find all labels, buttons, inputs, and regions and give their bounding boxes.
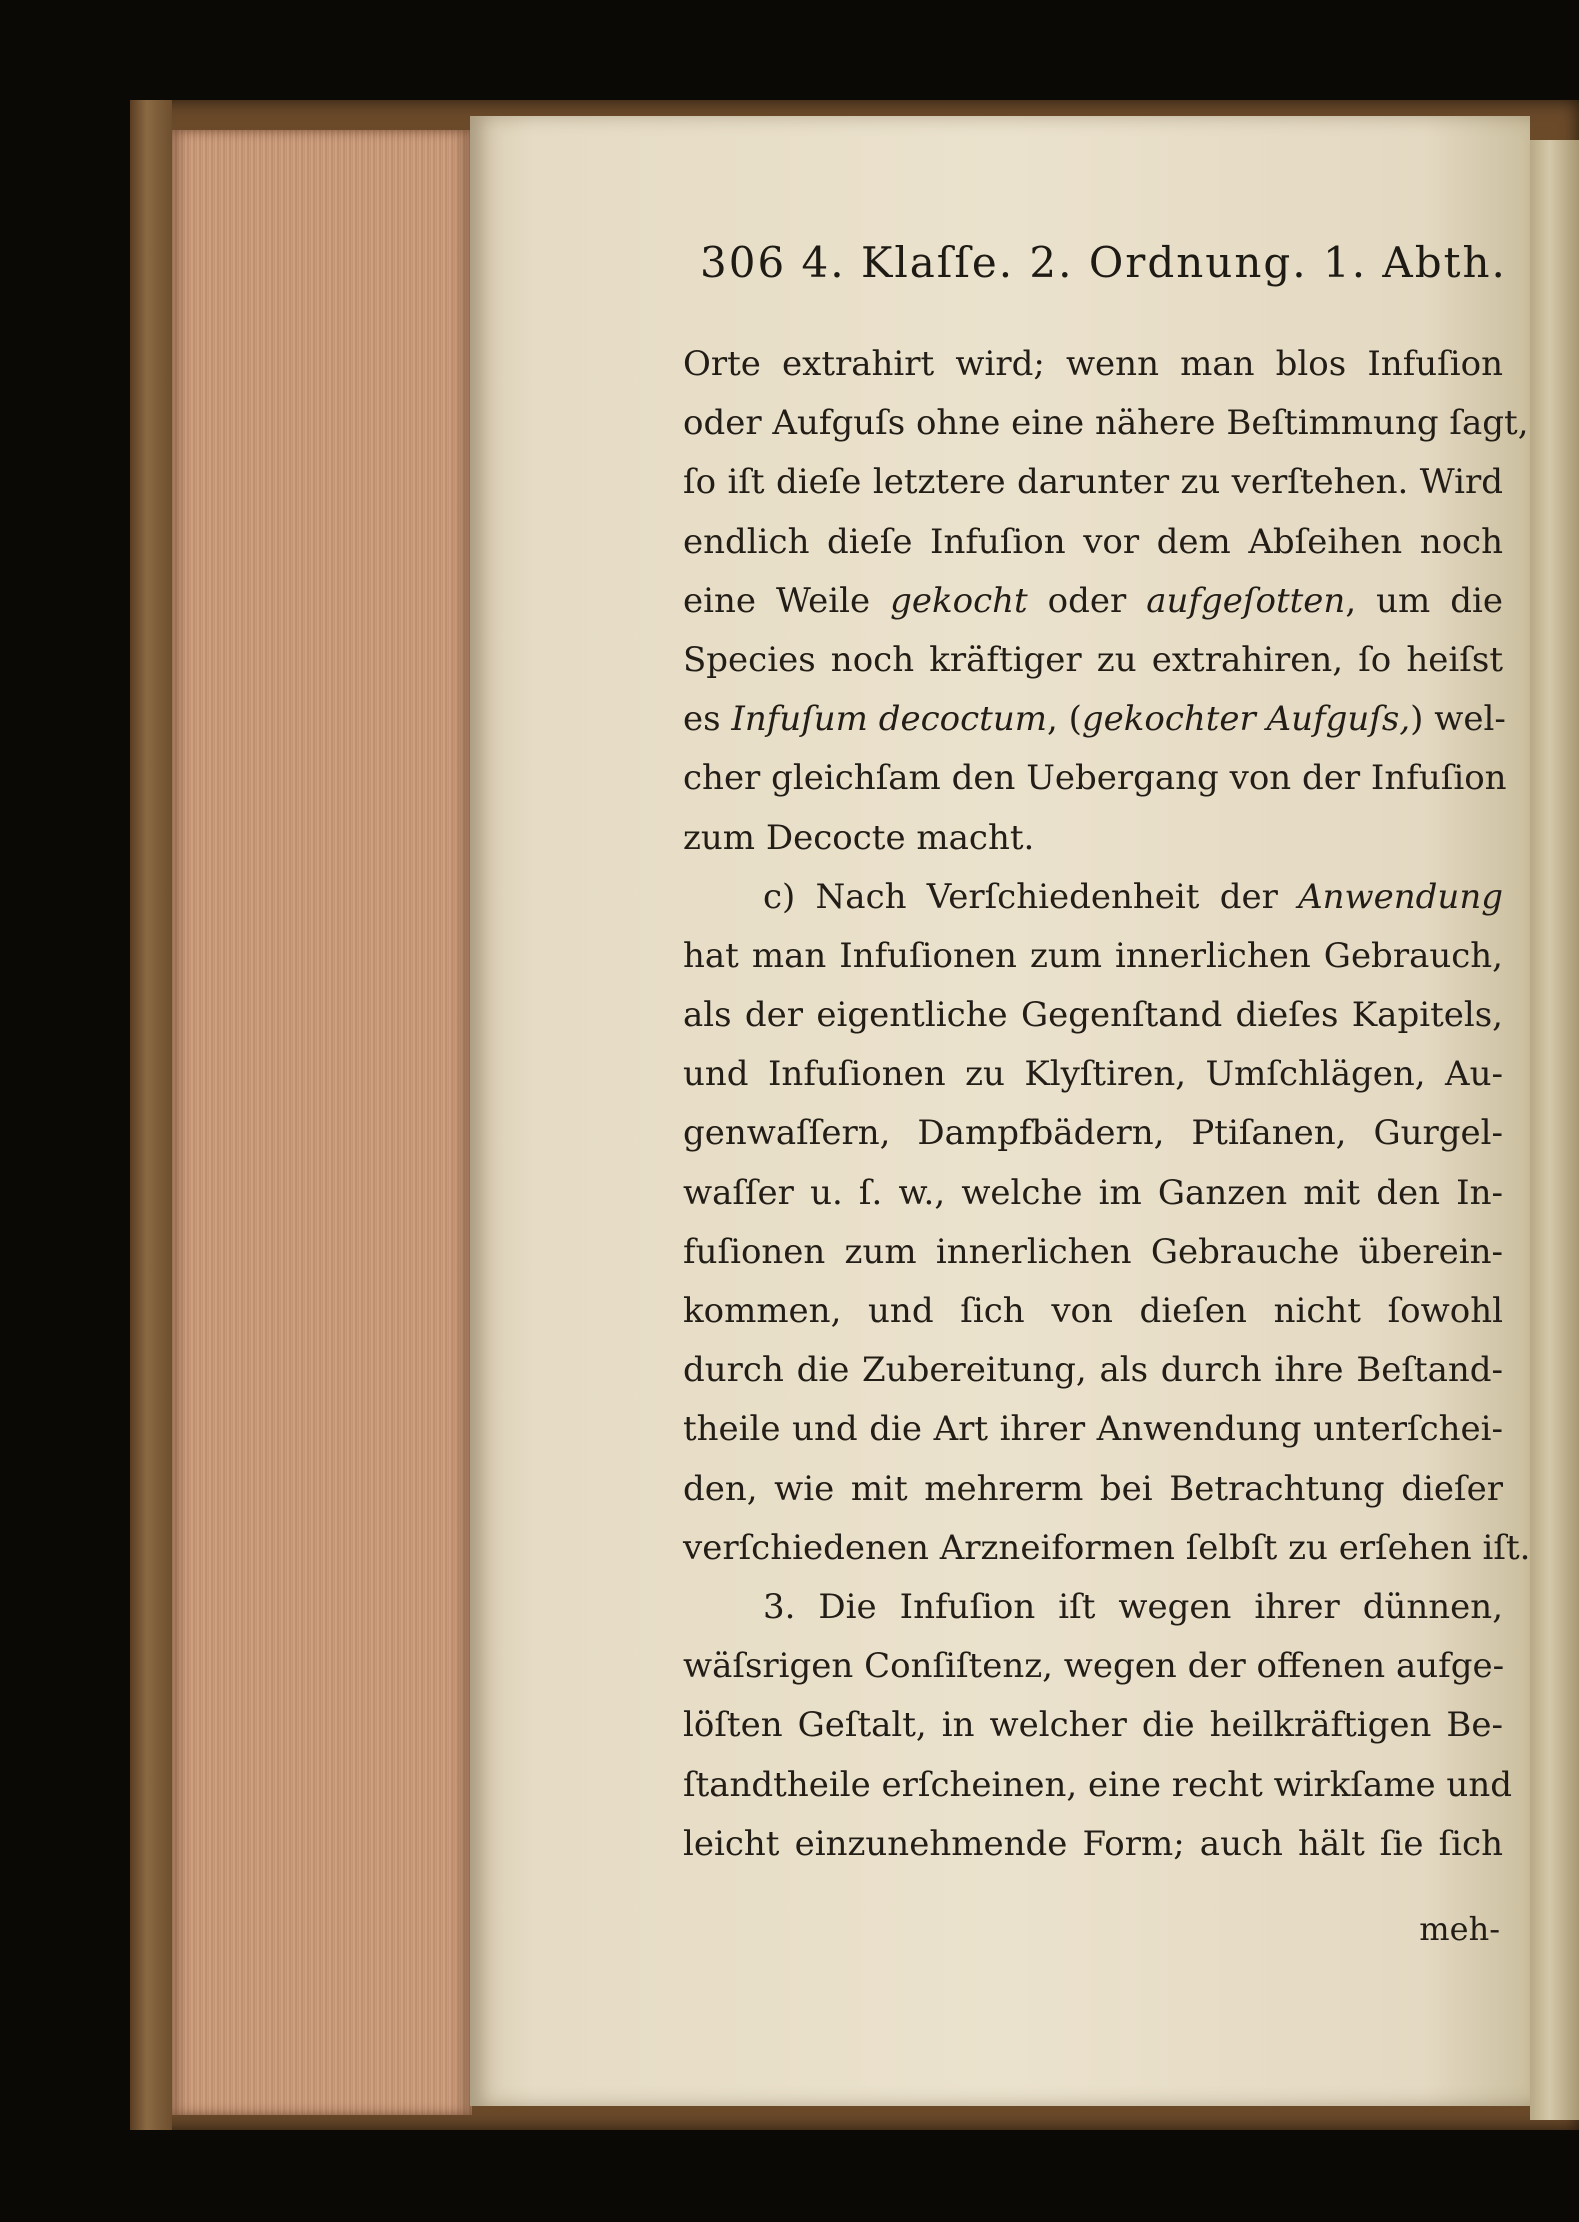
book-spine bbox=[130, 100, 172, 2130]
emphasis-word: gekocht bbox=[890, 580, 1028, 621]
line-segment: ) wel- bbox=[1410, 699, 1506, 740]
line-segment: , ( bbox=[1046, 699, 1082, 740]
line-segment: , um die bbox=[1345, 580, 1503, 621]
line-segment: c) Nach Verſchiedenheit der bbox=[763, 876, 1299, 917]
line-segment: oder bbox=[1027, 580, 1147, 621]
text-line: den, wie mit mehrerm bei Betrachtung dieſer bbox=[683, 1468, 1503, 1509]
line-segment: eine Weile bbox=[683, 580, 891, 621]
text-line: oder Aufguſs ohne eine nähere Beſtimmung ſagt, bbox=[683, 403, 1529, 444]
text-line: als der eigentliche Gegenſtand dieſes Kapitels, bbox=[683, 995, 1503, 1036]
text-line: verſchiedenen Arzneiformen ſelbſt zu erſehen iſt. bbox=[683, 1527, 1531, 1568]
text-line: durch die Zubereitung, als durch ihre Beſtand- bbox=[683, 1350, 1503, 1391]
text-line bbox=[683, 690, 1506, 749]
text-line: löſten Geſtalt, in welcher die heilkräftigen Be- bbox=[683, 1705, 1503, 1746]
emphasis-word: aufgeſotten bbox=[1146, 580, 1346, 621]
emphasis-term: Infuſum decoctum bbox=[731, 699, 1047, 740]
page-block-edge bbox=[172, 130, 472, 2115]
text-line: genwaſſern, Dampfbädern, Ptiſanen, Gurgel- bbox=[683, 1113, 1503, 1154]
text-line: und Infuſionen zu Klyſtiren, Umſchlägen, Au- bbox=[683, 1054, 1503, 1095]
text-line: kommen, und ſich von dieſen nicht ſowohl bbox=[683, 1291, 1503, 1331]
text-line: theile und die Art ihrer Anwendung unterſchei- bbox=[683, 1409, 1503, 1450]
catchword: meh- bbox=[1419, 1910, 1500, 1948]
text-line bbox=[683, 868, 1503, 927]
facing-page-edge bbox=[1530, 140, 1579, 2120]
text-line: hat man Infuſionen zum innerlichen Gebrauch, bbox=[683, 935, 1503, 976]
text-line: wäſsrigen Conſiſtenz, wegen der offenen aufge- bbox=[683, 1646, 1505, 1687]
text-line: 3. Die Infuſion iſt wegen ihrer dünnen, bbox=[763, 1586, 1503, 1627]
text-line: leicht einzunehmende Form; auch hält ſie ſich bbox=[683, 1823, 1503, 1864]
text-line: Orte extrahirt wird; wenn man blos Infuſion bbox=[683, 344, 1503, 384]
text-line: ſo iſt dieſe letztere darunter zu verſtehen. Wird bbox=[683, 462, 1503, 503]
line-segment: es bbox=[683, 699, 732, 740]
text-line bbox=[683, 572, 1503, 631]
text-line: fuſionen zum innerlichen Gebrauche überein- bbox=[683, 1231, 1503, 1272]
emphasis-word: Anwendung bbox=[1298, 876, 1503, 917]
text-line: Species noch kräftiger zu extrahiren, ſo heiſst bbox=[683, 639, 1503, 680]
text-line: cher gleichſam den Uebergang von der Infuſion bbox=[683, 758, 1507, 799]
body-text bbox=[683, 335, 1531, 1874]
running-head: 306 4. Klaſſe. 2. Ordnung. 1. Abth. bbox=[700, 238, 1507, 287]
emphasis-term: gekochter Aufguſs, bbox=[1081, 699, 1411, 740]
text-line: endlich dieſe Infuſion vor dem Abſeihen noch bbox=[683, 521, 1503, 562]
text-line: waſſer u. ſ. w., welche im Ganzen mit den In- bbox=[683, 1172, 1503, 1213]
text-line: ſtandtheile erſcheinen, eine recht wirkſame und bbox=[683, 1764, 1512, 1805]
text-line: zum Decocte macht. bbox=[683, 817, 1035, 858]
